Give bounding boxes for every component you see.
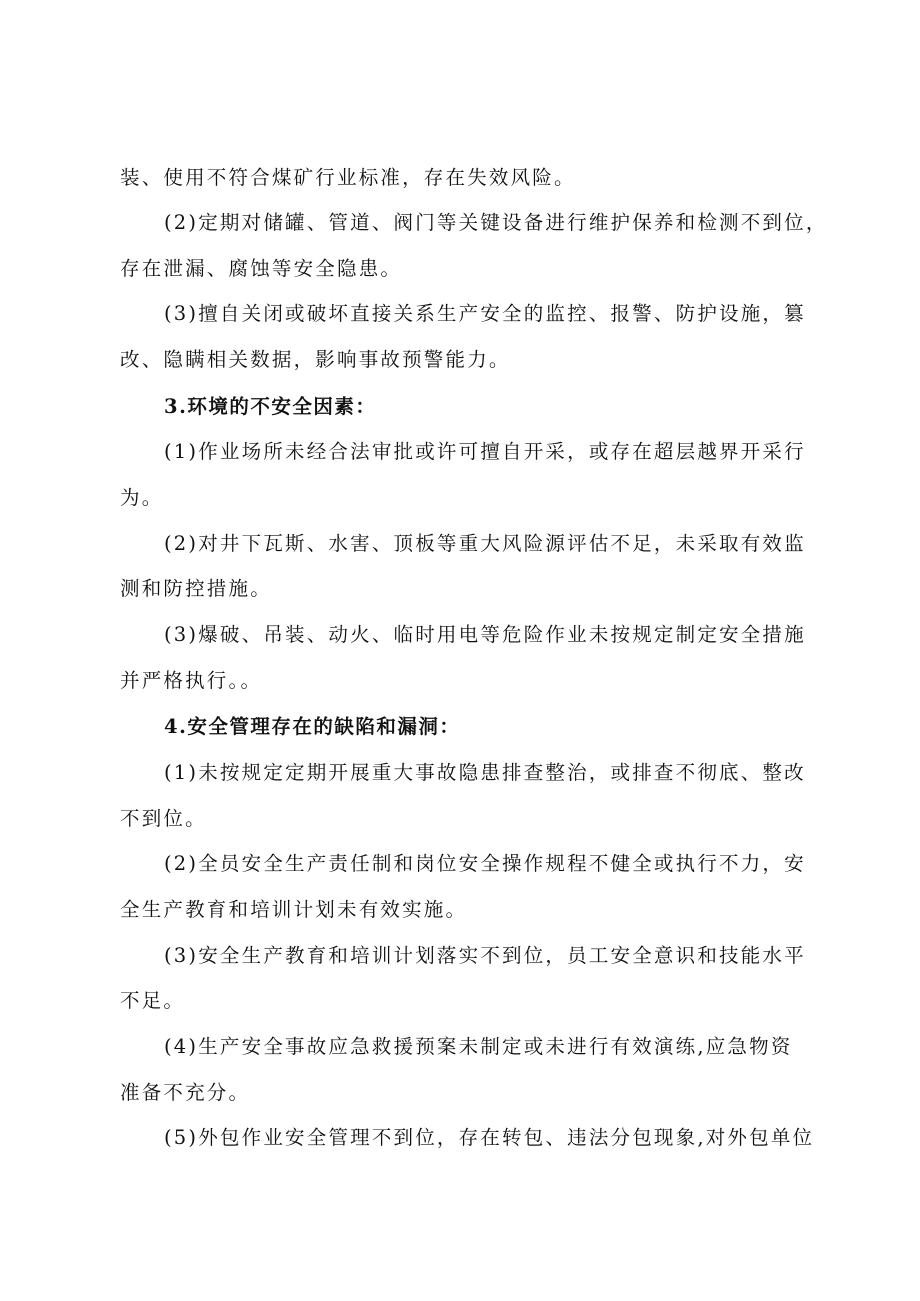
text-line: 测和防控措施。 bbox=[120, 577, 272, 600]
text-line: 并严格执行。。 bbox=[120, 669, 263, 692]
text-line: (3)安全生产教育和培训计划落实不到位，员工安全意识和技能水平 bbox=[164, 944, 806, 967]
text-line: 全生产教育和培训计划未有效实施。 bbox=[120, 898, 468, 921]
section-heading: 3.环境的不安全因素： bbox=[164, 395, 377, 418]
text-line: 准备不充分。 bbox=[120, 1081, 251, 1104]
text-line: 装、使用不符合煤矿行业标准，存在失效风险。 bbox=[120, 166, 576, 189]
text-line: (4)生产安全事故应急救援预案未制定或未进行有效演练,应急物资 bbox=[164, 1035, 793, 1058]
text-line: (5)外包作业安全管理不到位，存在转包、违法分包现象,对外包单位 bbox=[164, 1126, 815, 1149]
section-heading: 4.安全管理存在的缺陷和漏洞： bbox=[164, 715, 461, 738]
text-line: 存在泄漏、腐蚀等安全隐患。 bbox=[120, 257, 403, 280]
text-line: 不到位。 bbox=[120, 807, 207, 830]
text-line: (3)爆破、吊装、动火、临时用电等危险作业未按规定制定安全措施 bbox=[164, 623, 806, 646]
text-line: (3)擅自关闭或破坏直接关系生产安全的监控、报警、防护设施，篡 bbox=[164, 302, 806, 325]
text-line: 改、隐瞒相关数据，影响事故预警能力。 bbox=[120, 348, 511, 371]
text-line: (2)对井下瓦斯、水害、顶板等重大风险源评估不足，未采取有效监 bbox=[164, 532, 806, 555]
text-line: (1)作业场所未经合法审批或许可擅自开采，或存在超层越界开采行 bbox=[164, 440, 806, 463]
text-line: (2)全员安全生产责任制和岗位安全操作规程不健全或执行不力，安 bbox=[164, 852, 806, 875]
text-line: 不足。 bbox=[120, 989, 186, 1012]
text-line: 为。 bbox=[120, 486, 164, 509]
text-line: (2)定期对储罐、管道、阀门等关键设备进行维护保养和检测不到位， bbox=[164, 211, 828, 234]
text-line: (1)未按规定定期开展重大事故隐患排查整治，或排查不彻底、整改 bbox=[164, 761, 806, 784]
